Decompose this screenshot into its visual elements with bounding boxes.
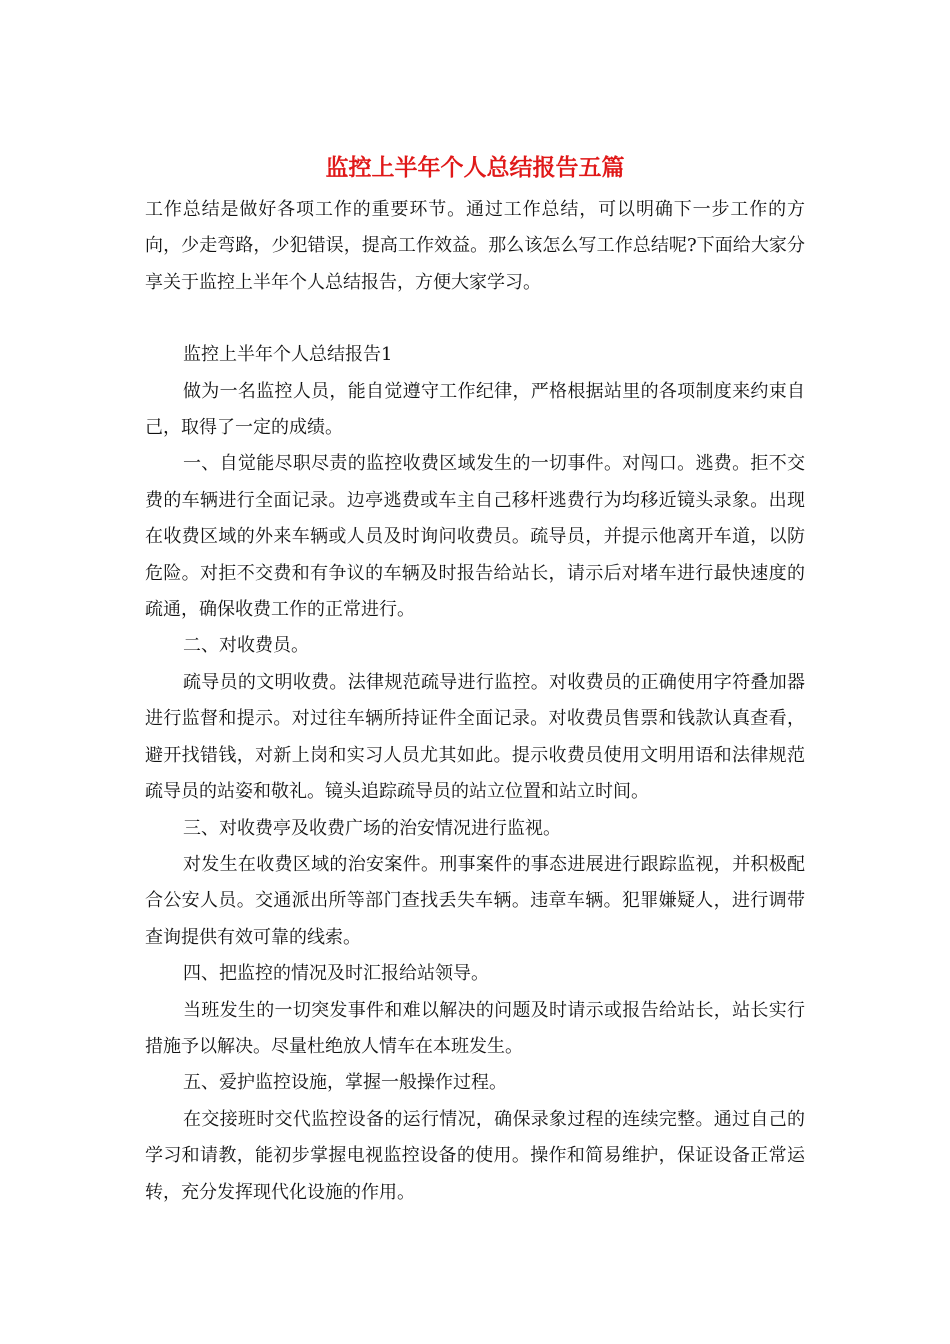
intro-paragraph: 工作总结是做好各项工作的重要环节。通过工作总结，可以明确下一步工作的方向，少走弯路，少犯错误，提高工作效益。那么该怎么写工作总结呢?下面给大家分享关于监控上半年个人总结报告，方便大家学习。 (145, 199, 805, 293)
section-heading: 监控上半年个人总结报告1 (183, 344, 393, 366)
body-paragraph: 对发生在收费区域的治安案件。刑事案件的事态进展进行跟踪监视，并积极配合公安人员。交通派出所等部门查找丢失车辆。违章车辆。犯罪嫌疑人，进行调带查询提供有效可靠的线索。 (145, 853, 805, 948)
document-body (145, 192, 805, 1211)
subheading-paragraph: 三、对收费亭及收费广场的治安情况进行监视。 (183, 817, 561, 839)
body-paragraph: 在交接班时交代监控设备的运行情况，确保录象过程的连续完整。通过自己的学习和请教，能初步掌握电视监控设备的使用。操作和简易维护，保证设备正常运转，充分发挥现代化设施的作用。 (145, 1108, 805, 1203)
body-paragraph: 疏导员的文明收费。法律规范疏导进行监控。对收费员的正确使用字符叠加器进行监督和提示。对过往车辆所持证件全面记录。对收费员售票和钱款认真查看，避开找错钱，对新上岗和实习人员尤其如此。提示收费员使用文明用语和法律规范疏导员的站姿和敬礼。镜头追踪疏导员的站立位置和站立时间。 (145, 671, 805, 803)
body-paragraph: 一、自觉能尽职尽责的监控收费区域发生的一切事件。对闯口。逃费。拒不交费的车辆进行全面记录。边亭逃费或车主自己移杆逃费行为均移近镜头录象。出现在收费区域的外来车辆或人员及时询问收费员。疏导员，并提示他离开车道，以防危险。对拒不交费和有争议的车辆及时报告给站长，请示后对堵车进行最快速度的疏通，确保收费工作的正常进行。 (145, 453, 805, 621)
body-paragraph: 做为一名监控人员，能自觉遵守工作纪律，严格根据站里的各项制度来约束自己，取得了一定的成绩。 (145, 380, 805, 439)
subheading-paragraph: 四、把监控的情况及时汇报给站领导。 (183, 963, 489, 985)
subheading-paragraph: 二、对收费员。 (183, 635, 309, 657)
document-title: 监控上半年个人总结报告五篇 (325, 154, 625, 181)
body-paragraph: 当班发生的一切突发事件和难以解决的问题及时请示或报告给站长，站长实行措施予以解决。尽量杜绝放人情车在本班发生。 (145, 999, 805, 1057)
subheading-paragraph: 五、爱护监控设施，掌握一般操作过程。 (183, 1072, 507, 1094)
